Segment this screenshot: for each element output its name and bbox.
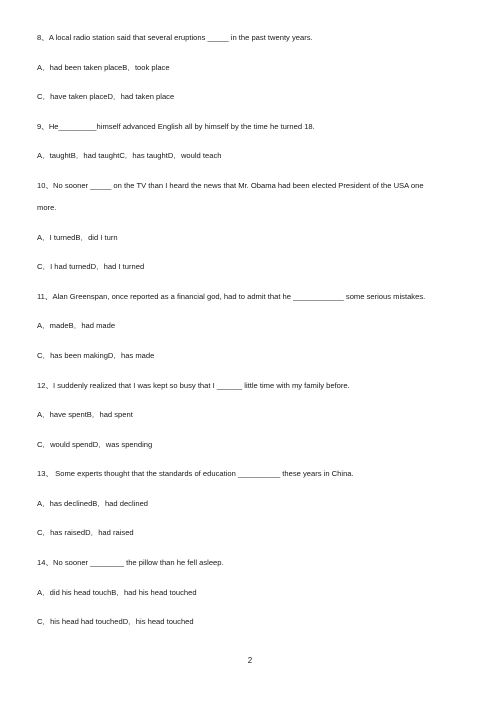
- question-10-stem: 10、No sooner _____ on the TV than I heard the news that Mr. Obama had been elected President of the USA one: [37, 181, 424, 190]
- question-9-options: A．taughtB．had taughtC．has taughtD．would teach: [37, 151, 222, 160]
- question-13-options-c-d: C．has raisedD．had raised: [37, 528, 134, 537]
- question-9-stem: 9、He_________himself advanced English all by himself by the time he turned 18.: [37, 122, 315, 131]
- question-11-stem: 11、Alan Greenspan, once reported as a financial god, had to admit that he ____________ some serious mistakes.: [37, 292, 426, 301]
- question-12-options-a-b: A．have spentB．had spent: [37, 410, 133, 419]
- question-13-options-a-b: A．has declinedB．had declined: [37, 499, 149, 508]
- question-12-stem: 12、I suddenly realized that I was kept so busy that I ______ little time with my family before.: [37, 381, 350, 390]
- question-14-stem: 14、No sooner ________ the pillow than he fell asleep.: [37, 558, 224, 567]
- question-10-options-c-d: C．I had turnedD．had I turned: [37, 262, 145, 271]
- question-10-stem-continued: more.: [37, 203, 57, 212]
- question-11-options-c-d: C．has been makingD．has made: [37, 351, 155, 360]
- question-13-stem: 13、 Some experts thought that the standards of education __________ these years in China.: [37, 469, 354, 478]
- question-14-options-a-b: A．did his head touchB．had his head touched: [37, 588, 197, 597]
- question-11-options-a-b: A．madeB．had made: [37, 321, 116, 330]
- question-8-options-a-b: A．had been taken placeB．took place: [37, 63, 170, 72]
- question-12-options-c-d: C．would spendD．was spending: [37, 440, 153, 449]
- question-10-options-a-b: A．I turnedB．did I turn: [37, 233, 118, 242]
- question-8-options-c-d: C．have taken placeD．had taken place: [37, 92, 175, 101]
- question-8-stem: 8、A local radio station said that several eruptions _____ in the past twenty years.: [37, 33, 313, 42]
- page-number: 2: [247, 656, 253, 665]
- question-14-options-c-d: C．his head had touchedD．his head touched: [37, 617, 194, 626]
